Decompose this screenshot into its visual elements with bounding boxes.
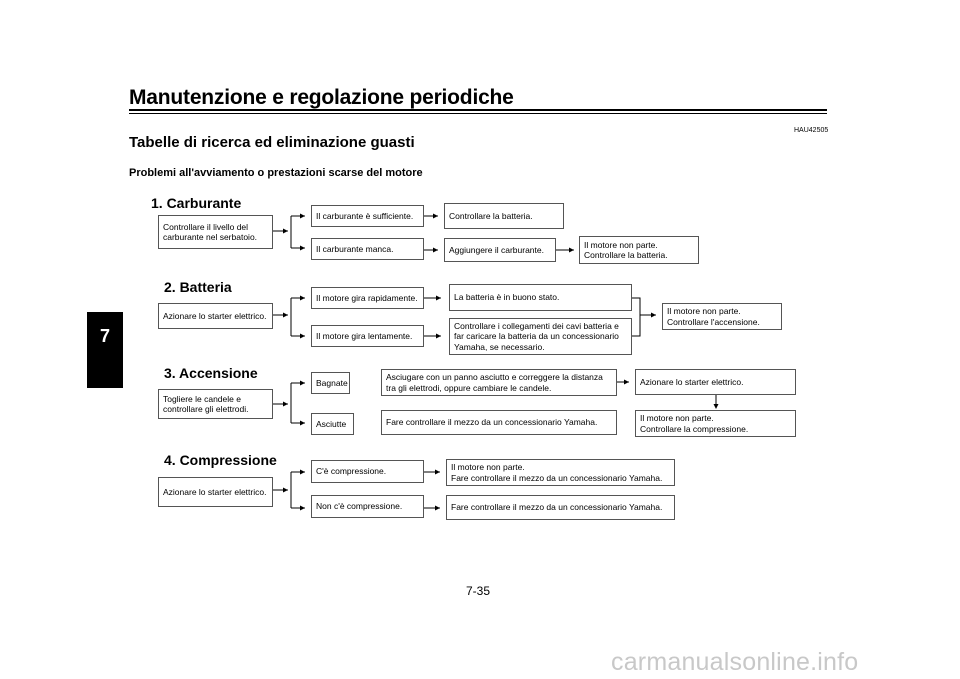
- diagram-4-branch-box: C'è compressione.: [311, 460, 424, 483]
- diagram-3-branch-box: Bagnate: [311, 372, 350, 394]
- diagram-1-action-box: Aggiungere il carburante.: [444, 238, 556, 262]
- diagram-4-start-box: Azionare lo starter elettrico.: [158, 477, 273, 507]
- subsection-title: Problemi all'avviamento o prestazioni scarse del motore: [129, 167, 423, 179]
- diagram-3-branch-box: Asciutte: [311, 413, 354, 435]
- diagram-2-branch-box: Il motore gira rapidamente.: [311, 287, 424, 309]
- chapter-tab: 7: [87, 312, 123, 388]
- diagram-4-action-box: Il motore non parte. Fare controllare il mezzo da un concessionario Yamaha.: [446, 459, 675, 486]
- diagram-1-branch-box: Il carburante è sufficiente.: [311, 205, 424, 227]
- diagram-1-action-box: Controllare la batteria.: [444, 203, 564, 229]
- diagram-1-start-box: Controllare il livello del carburante nel serbatoio.: [158, 215, 273, 249]
- diagram-3-title: 3. Accensione: [164, 365, 258, 381]
- diagram-2-action-box: La batteria è in buono stato.: [449, 284, 632, 311]
- diagram-4-title: 4. Compressione: [164, 452, 277, 468]
- diagram-3-start-box: Togliere le candele e controllare gli elettrodi.: [158, 389, 273, 419]
- diagram-3-action-box: Asciugare con un panno asciutto e correggere la distanza tra gli elettrodi, oppure cambiare le candele.: [381, 369, 617, 396]
- watermark: carmanualsonline.info: [611, 648, 859, 676]
- page-header-title: Manutenzione e regolazione periodiche: [129, 86, 514, 109]
- diagram-4-action-box: Fare controllare il mezzo da un concessionario Yamaha.: [446, 495, 675, 520]
- diagram-2-branch-box: Il motore gira lentamente.: [311, 325, 424, 347]
- diagram-3-result-box: Il motore non parte. Controllare la compressione.: [635, 410, 796, 437]
- diagram-2-result-box: Il motore non parte. Controllare l'accensione.: [662, 303, 782, 330]
- diagram-3-action-box: Fare controllare il mezzo da un concessionario Yamaha.: [381, 410, 617, 435]
- diagram-2-start-box: Azionare lo starter elettrico.: [158, 303, 273, 329]
- diagram-2-action-box: Controllare i collegamenti dei cavi batteria e far caricare la batteria da un concessionario Yamaha, se necessario.: [449, 318, 632, 355]
- diagram-1-title: 1. Carburante: [151, 195, 242, 211]
- diagram-3-next-box: Azionare lo starter elettrico.: [635, 369, 796, 395]
- document-code: HAU42505: [794, 127, 829, 134]
- diagram-2-title: 2. Batteria: [164, 279, 232, 295]
- page-number: 7-35: [466, 584, 491, 598]
- section-title: Tabelle di ricerca ed eliminazione guasti: [129, 134, 415, 151]
- diagram-1-branch-box: Il carburante manca.: [311, 238, 424, 260]
- diagram-1-result-box: Il motore non parte. Controllare la batteria.: [579, 236, 699, 264]
- diagram-4-branch-box: Non c'è compressione.: [311, 495, 424, 518]
